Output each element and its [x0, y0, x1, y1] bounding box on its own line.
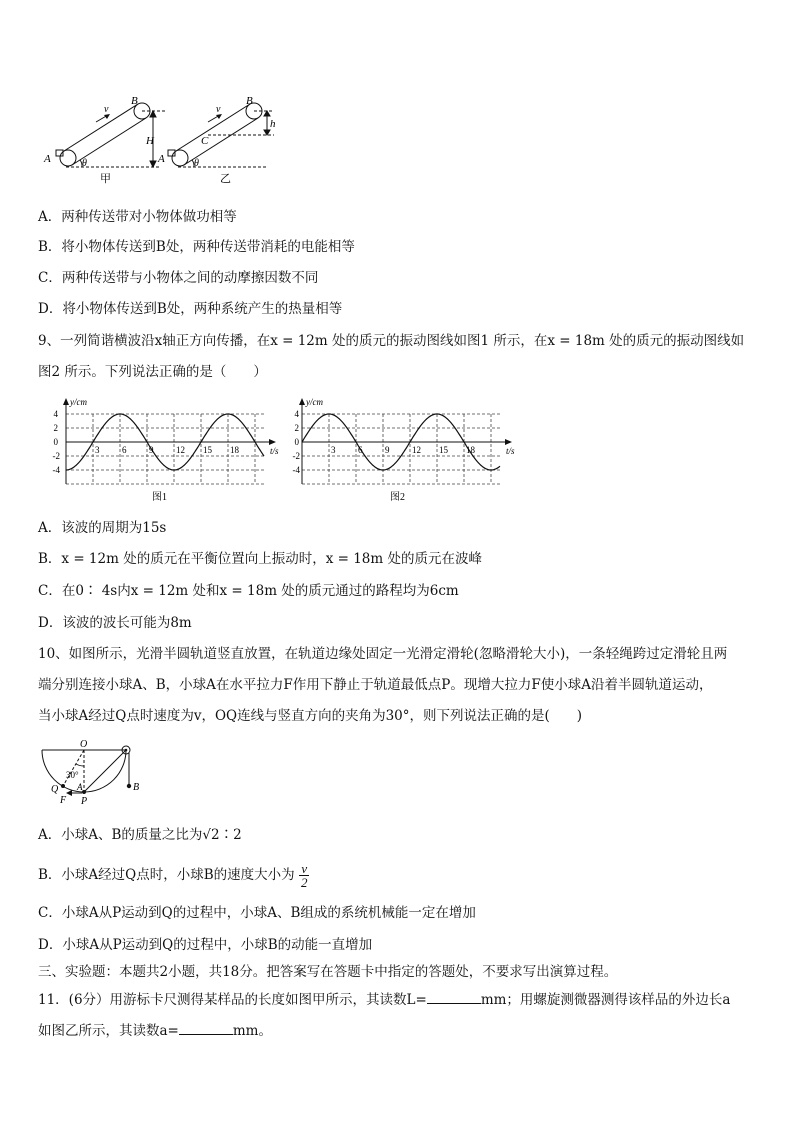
q9-option-d: D．该波的波长可能为8m: [38, 615, 192, 631]
ylabel: y/cm: [70, 397, 87, 407]
q9-option-a: A．该波的周期为15s: [38, 520, 167, 536]
xtick-15: 15: [439, 445, 448, 455]
q9-figure-2: [292, 396, 532, 508]
q11-line2: [38, 1022, 272, 1040]
ytick-neg2: -2: [292, 451, 300, 461]
xtick-3: 3: [95, 445, 100, 455]
q10-option-c: C．小球A从P运动到Q的过程中，小球A、B组成的系统机械能一定在增加: [38, 905, 476, 921]
answer-blank-a[interactable]: [179, 1022, 233, 1035]
xtick-9: 9: [149, 445, 154, 455]
q9-option-c: C．在0∶ 4s内x = 12m 处和x = 18m 处的质元通过的路程均为6cm: [38, 583, 459, 599]
label-q: Q: [51, 784, 59, 795]
ytick-4: 4: [53, 409, 58, 419]
label-v: v: [104, 104, 109, 115]
xtick-12: 12: [412, 445, 421, 455]
q11-line1: [38, 991, 730, 1009]
q11-line2-text-a: 如图乙所示，其读数a=: [38, 1023, 179, 1039]
q10-stem-line3: 当小球A经过Q点时速度为v，OQ连线与竖直方向的夹角为30°，则下列说法正确的是( ): [38, 708, 583, 724]
q10-option-a: A．小球A、B的质量之比为√2∶2: [38, 827, 242, 843]
ytick-neg2: -2: [52, 451, 60, 461]
ytick-0: 0: [53, 437, 58, 447]
xlabel: t/s: [506, 446, 515, 456]
ytick-0: 0: [294, 437, 299, 447]
label-h-upper: H: [146, 135, 154, 147]
xtick-6: 6: [122, 445, 127, 455]
q10-option-d: D．小球A从P运动到Q的过程中，小球B的动能一直增加: [38, 937, 373, 953]
q11-line1-text-a: 11．(6分）用游标卡尺测得某样品的长度如图甲所示，其读数L=: [38, 992, 427, 1008]
q10-figure: [38, 738, 148, 810]
xtick-15: 15: [203, 445, 212, 455]
q10-option-b-text: B．小球A经过Q点时，小球B的速度大小为: [38, 867, 295, 883]
label-b: B: [133, 782, 140, 793]
q9-figure-1: [48, 396, 288, 508]
xtick-3: 3: [331, 445, 336, 455]
conveyor-figure: [38, 92, 278, 188]
ylabel: y/cm: [306, 397, 323, 407]
xtick-18: 18: [230, 445, 239, 455]
label-b-right: B: [246, 95, 253, 107]
q9-option-b: B．x = 12m 处的质元在平衡位置向上振动时，x = 18m 处的质元在波峰: [38, 551, 482, 567]
caption: 图2: [390, 492, 405, 503]
q8-option-b: B．将小物体传送到B处，两种传送带消耗的电能相等: [38, 239, 355, 255]
label-theta: θ: [82, 158, 87, 169]
label-p: P: [81, 796, 88, 807]
fraction-numerator: v: [299, 862, 310, 876]
caption-jia: 甲: [100, 173, 111, 185]
xtick-18: 18: [466, 445, 475, 455]
q8-option-a: A．两种传送带对小物体做功相等: [38, 209, 237, 225]
xtick-9: 9: [385, 445, 390, 455]
xtick-6: 6: [358, 445, 363, 455]
caption: 图1: [152, 492, 167, 503]
q10-stem-line1: 10、如图所示，光滑半圆轨道竖直放置，在轨道边缘处固定一光滑定滑轮(忽略滑轮大小)，一条轻绳跨过定滑轮且两: [38, 646, 728, 662]
ytick-2: 2: [53, 423, 58, 433]
label-o: O: [80, 739, 88, 750]
label-a-right: A: [158, 153, 165, 165]
ytick-neg4: -4: [292, 465, 300, 475]
q11-line2-text-b: mm。: [232, 1023, 272, 1039]
q9-stem-line1: 9、一列简谐横波沿x轴正方向传播，在x = 12m 处的质元的振动图线如图1 所示，在x = 18m 处的质元的振动图线如: [38, 333, 745, 349]
fraction-denominator: 2: [300, 875, 308, 890]
q10-stem-line2: 端分别连接小球A、B，小球A在水平拉力F作用下静止于轨道最低点P。现增大拉力F使小球A沿着半圆轨道运动，: [38, 677, 713, 693]
label-v-right: v: [216, 104, 221, 115]
label-a: A: [44, 153, 51, 165]
q8-option-d: D．将小物体传送到B处，两种系统产生的热量相等: [38, 301, 343, 317]
fraction-v-over-2: [299, 862, 310, 889]
caption-yi: 乙: [220, 173, 231, 185]
xlabel: t/s: [270, 446, 279, 456]
conveyor-right: [168, 103, 274, 167]
label-f: F: [60, 795, 67, 806]
q11-line1-text-b: mm；用螺旋测微器测得该样品的外边长a: [480, 992, 731, 1008]
label-a: A: [77, 782, 83, 792]
ytick-neg4: -4: [52, 465, 60, 475]
label-theta-right: θ: [194, 158, 199, 169]
label-h-lower: h: [270, 118, 276, 130]
answer-blank-l[interactable]: [427, 991, 481, 1004]
label-b: B: [131, 95, 138, 107]
section-3-heading: 三、实验题：本题共2小题，共18分。把答案写在答题卡中指定的答题处，不要求写出演算过程。: [38, 964, 618, 980]
q9-stem-line2: 图2 所示。下列说法正确的是（ ）: [38, 364, 267, 380]
label-c: C: [201, 135, 209, 147]
ytick-2: 2: [294, 423, 299, 433]
q8-option-c: C．两种传送带与小物体之间的动摩擦因数不同: [38, 270, 319, 286]
xtick-12: 12: [176, 445, 185, 455]
q10-option-b: [38, 862, 309, 889]
label-angle: 30°: [66, 770, 79, 780]
ytick-4: 4: [294, 409, 299, 419]
